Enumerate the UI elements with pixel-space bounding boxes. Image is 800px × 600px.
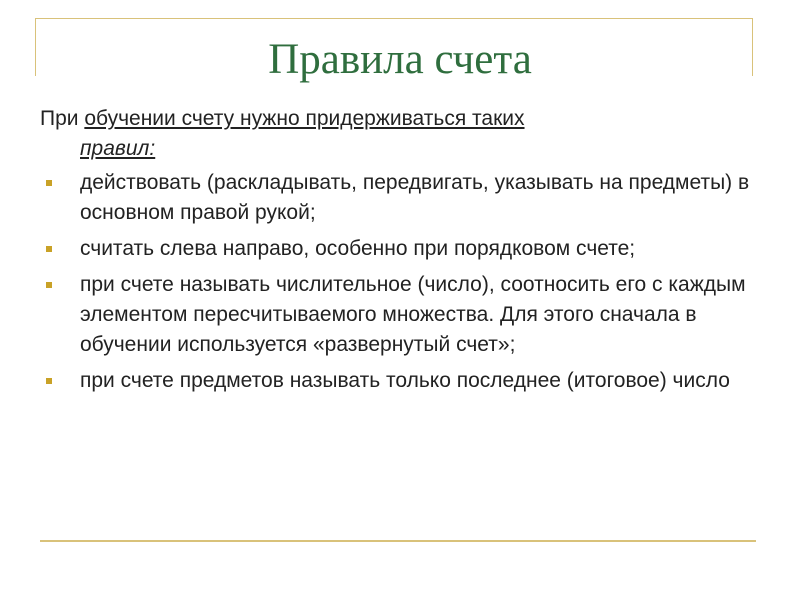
- bullet-item: [40, 366, 760, 396]
- bullet-item: [40, 168, 760, 228]
- square-bullet-icon: [46, 282, 52, 288]
- slide-title: Правила счета: [268, 36, 532, 83]
- bullet-text: считать слева направо, особенно при порядковом счете;: [80, 237, 636, 260]
- bullet-item: [40, 270, 760, 360]
- frame-top-line: [35, 18, 753, 19]
- square-bullet-icon: [46, 180, 52, 186]
- intro-lead: При: [40, 107, 85, 130]
- bullet-text: действовать (раскладывать, передвигать, указывать на предметы) в основном правой рукой;: [80, 171, 750, 224]
- slide-content: [40, 104, 760, 402]
- intro-paragraph: [40, 104, 760, 164]
- frame-bottom-line: [40, 540, 756, 542]
- bullet-list: [40, 168, 760, 396]
- bullet-text: при счете предметов называть только последнее (итоговое) число: [80, 369, 730, 392]
- square-bullet-icon: [46, 378, 52, 384]
- intro-underlined: обучении счету нужно придерживаться таких: [84, 107, 525, 130]
- bullet-text: при счете называть числительное (число), соотносить его с каждым элементом пересчитываемого множества. Для этого сначала в обучении используется «развернутый счет»;: [80, 273, 746, 356]
- bullet-item: [40, 234, 760, 264]
- intro-italic-underlined: правил:: [80, 137, 156, 160]
- square-bullet-icon: [46, 246, 52, 252]
